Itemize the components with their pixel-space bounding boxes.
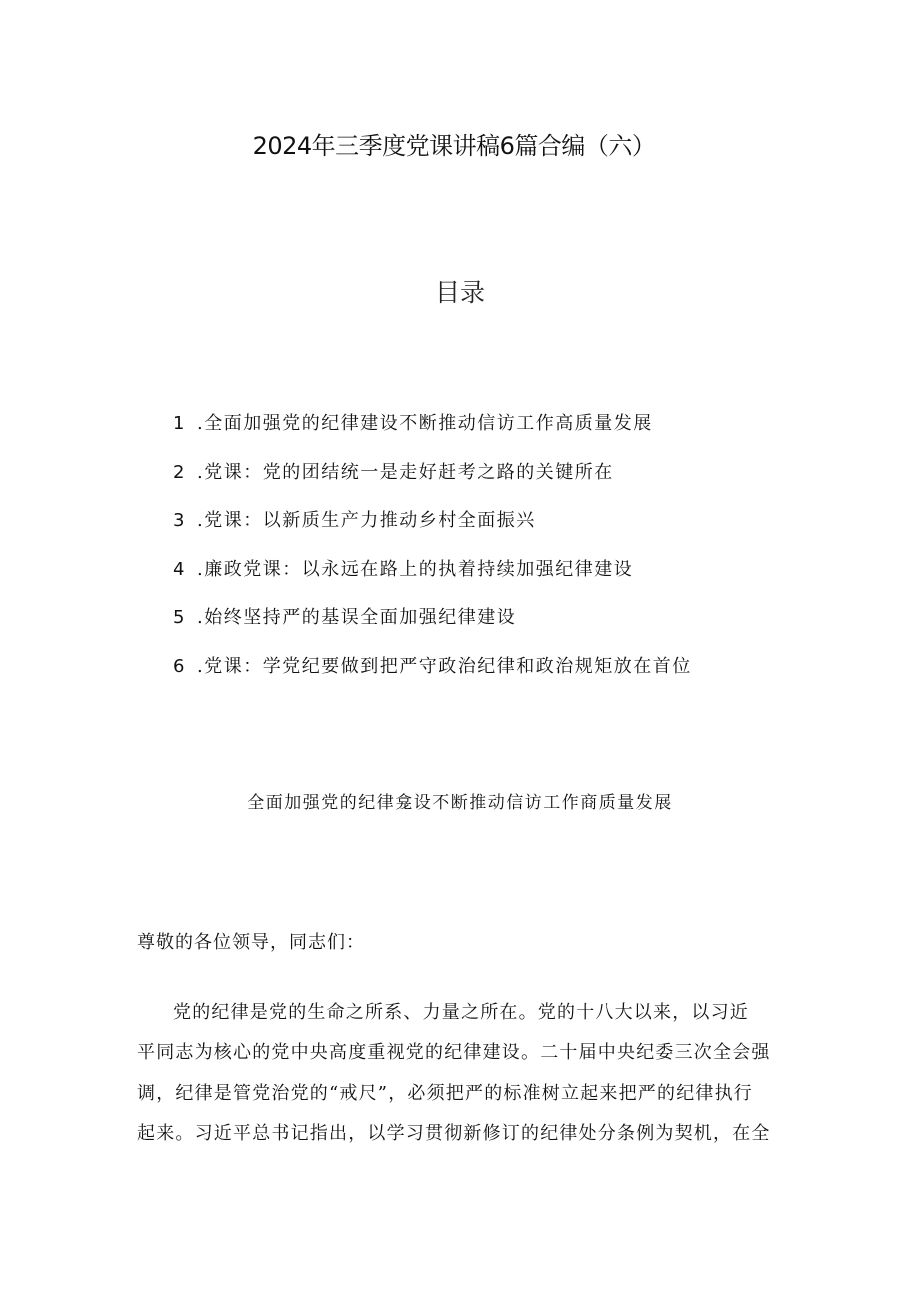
toc-heading: 目录 — [434, 278, 485, 307]
toc-item-number: 2 — [173, 461, 185, 483]
toc-item-number: 6 — [173, 655, 185, 677]
body-line: 平同志为核心的党中央高度重视党的纪律建设。二十届中央纪委三次全会强 — [137, 1042, 771, 1064]
toc-item-number: 5 — [173, 607, 185, 628]
toc-item-text: .党课：党的团结统一是走好赶考之路的关键所在 — [197, 461, 614, 483]
body-paragraph — [137, 993, 787, 1154]
toc-item-number: 1 — [173, 413, 185, 434]
body-line: 党的纪律是党的生命之所系、力量之所在。党的十八大以来，以习近 — [173, 1002, 749, 1023]
table-of-contents — [173, 410, 793, 701]
section-title: 全面加强党的纪律龛设不断推动信访工作商质量发展 — [247, 793, 673, 813]
toc-item-text: .始终坚持严的基误全面加强纪律建设 — [197, 607, 517, 628]
toc-item[interactable] — [173, 556, 793, 605]
document-title: 2024年三季度党课讲稿6篇合编（六） — [252, 132, 656, 160]
toc-item-number: 3 — [173, 510, 185, 531]
toc-item[interactable] — [173, 410, 793, 459]
body-line: 调，纪律是管党治党的“戒尺”，必须把严的标准树立起来把严的纪律执行 — [137, 1082, 754, 1104]
toc-item-text: .廉政党课：以永远在路上的执着持续加强纪律建设 — [197, 558, 634, 580]
toc-item-text: .全面加强党的纪律建设不断推动信访工作高质量发展 — [197, 413, 653, 434]
toc-item[interactable] — [173, 604, 793, 653]
toc-item[interactable] — [173, 507, 793, 556]
body-line: 起来。习近平总书记指出，以学习贯彻新修订的纪律处分条例为契机，在全 — [137, 1122, 771, 1144]
toc-item-number: 4 — [173, 558, 185, 580]
toc-item-text: .党课：学党纪要做到把严守政治纪律和政治规矩放在首位 — [197, 655, 692, 677]
toc-item[interactable] — [173, 653, 793, 702]
toc-item-text: .党课：以新质生产力推动乡村全面振兴 — [197, 510, 536, 531]
toc-item[interactable] — [173, 459, 793, 508]
salutation: 尊敬的各位领导，同志们： — [137, 932, 365, 953]
